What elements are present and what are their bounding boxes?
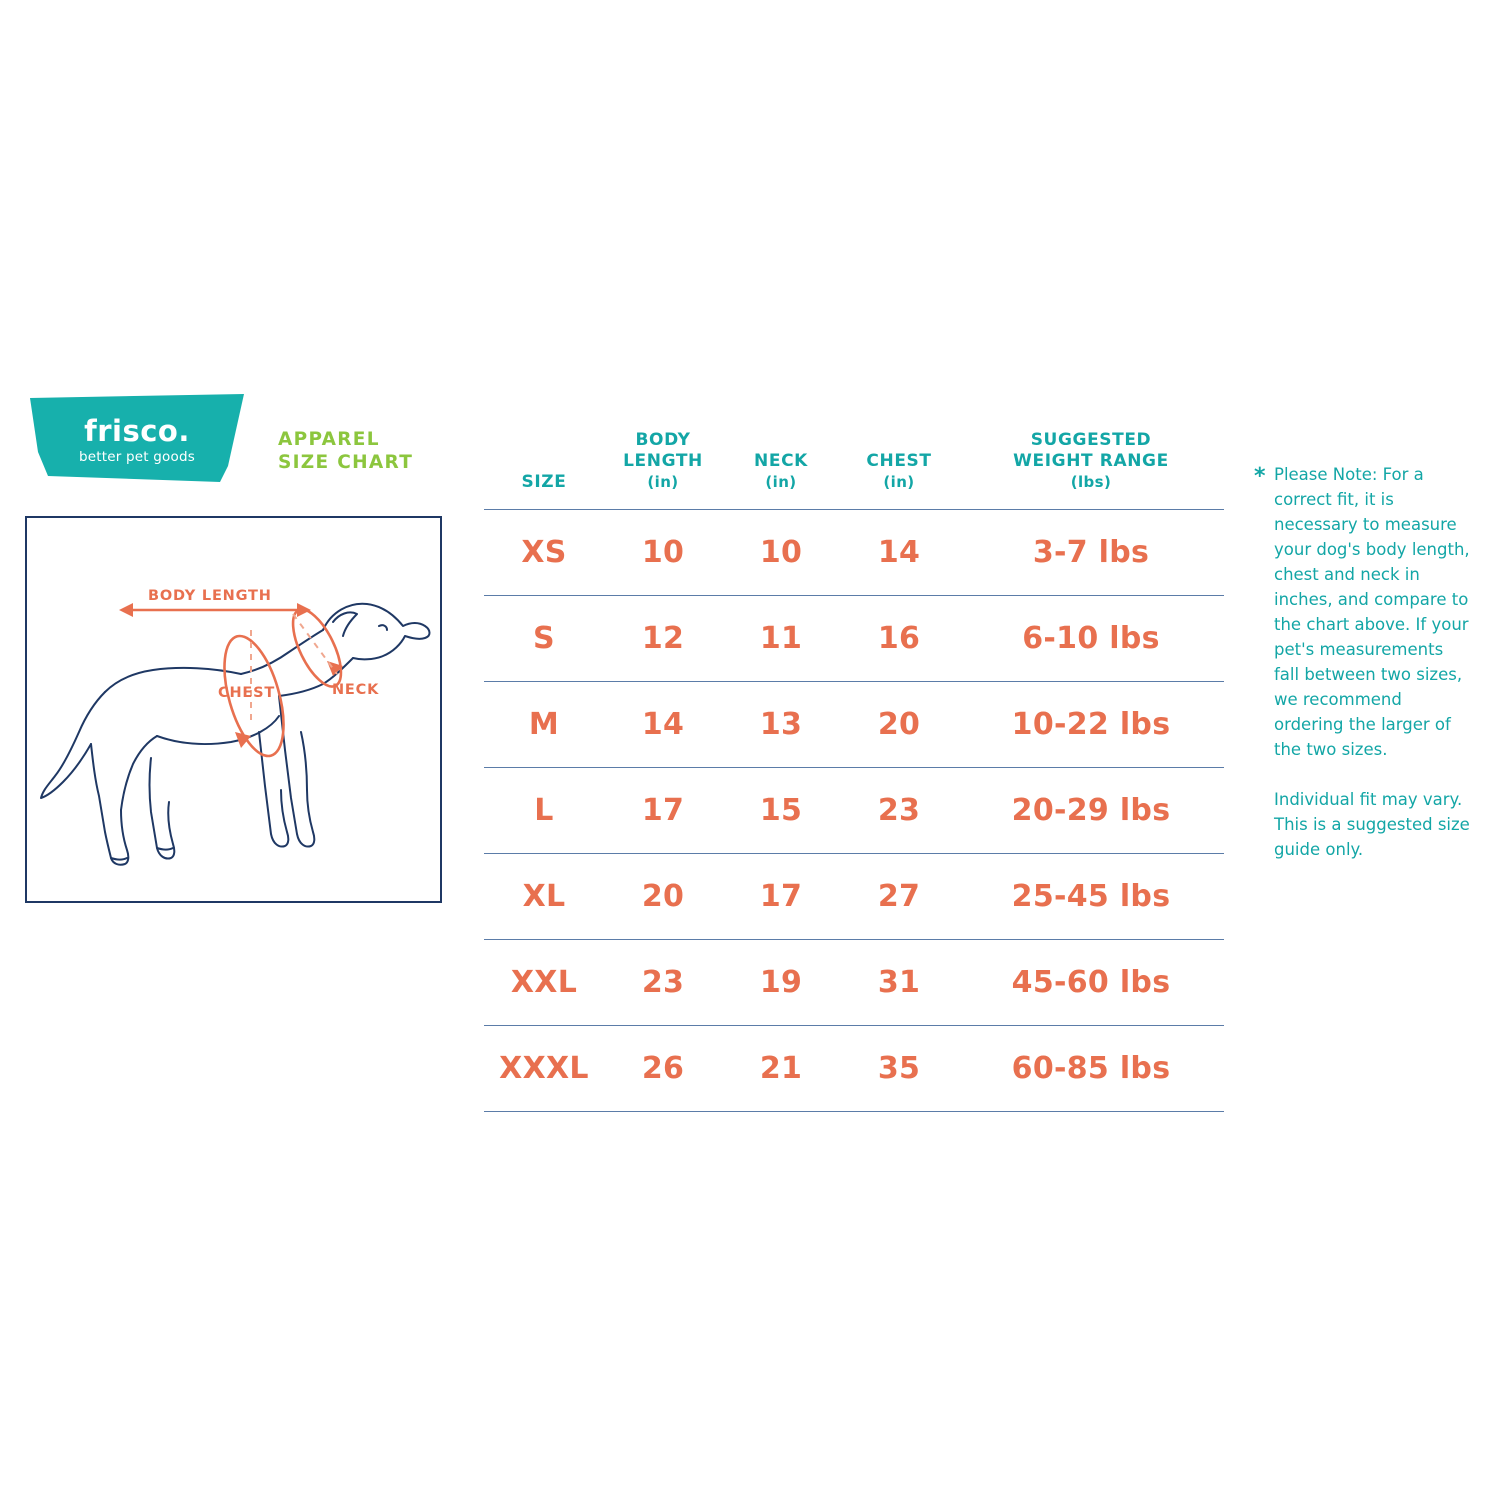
- table-header: [484, 430, 1224, 510]
- table-row: [484, 596, 1224, 682]
- col-header-body-length: [604, 430, 722, 510]
- page-title-line2: SIZE CHART: [278, 452, 414, 473]
- table-body: [484, 510, 1224, 1112]
- table-row: [484, 768, 1224, 854]
- page-title: [278, 428, 478, 474]
- cell-chest: 20: [877, 707, 921, 742]
- col-header-neck-unit: (in): [765, 473, 797, 491]
- diagram-label-chest: CHEST: [218, 685, 276, 701]
- col-header-chest: [840, 430, 958, 510]
- cell-neck: 13: [759, 707, 803, 742]
- col-header-chest-label: CHEST: [866, 451, 932, 471]
- size-chart-table-wrap: [484, 430, 1224, 1112]
- page-title-line1: APPAREL: [278, 429, 380, 450]
- cell-weight: 60-85 lbs: [1011, 1051, 1171, 1086]
- col-header-size: [484, 430, 604, 510]
- cell-chest: 14: [877, 535, 921, 570]
- table-row: [484, 854, 1224, 940]
- cell-body-length: 10: [641, 535, 685, 570]
- cell-chest: 27: [877, 879, 921, 914]
- col-header-weight: [958, 430, 1224, 510]
- logo-wordmark: frisco.: [84, 414, 190, 448]
- asterisk-icon: *: [1254, 464, 1266, 489]
- cell-weight: 3-7 lbs: [1032, 535, 1150, 570]
- col-header-size-label: SIZE: [521, 472, 567, 492]
- cell-weight: 6-10 lbs: [1022, 621, 1160, 656]
- cell-size: L: [534, 793, 554, 828]
- cell-size: XXL: [510, 965, 578, 1000]
- frisco-logo: [28, 392, 246, 484]
- col-header-weight-l2: WEIGHT RANGE: [1013, 451, 1169, 471]
- col-header-weight-l1: SUGGESTED: [1030, 430, 1152, 450]
- logo-tagline: better pet goods: [79, 449, 195, 465]
- please-note-block: [1256, 462, 1472, 862]
- cell-weight: 20-29 lbs: [1011, 793, 1171, 828]
- col-header-neck-label: NECK: [754, 451, 808, 471]
- size-chart-table: [484, 430, 1224, 1112]
- cell-chest: 35: [877, 1051, 921, 1086]
- cell-size: XXXL: [499, 1051, 589, 1086]
- cell-chest: 31: [877, 965, 921, 1000]
- cell-neck: 21: [759, 1051, 803, 1086]
- table-row: [484, 940, 1224, 1026]
- table-row: [484, 510, 1224, 596]
- cell-body-length: 12: [641, 621, 685, 656]
- col-header-body-length-l2: LENGTH: [623, 451, 703, 471]
- col-header-chest-unit: (in): [883, 473, 915, 491]
- cell-body-length: 17: [641, 793, 685, 828]
- cell-neck: 19: [759, 965, 803, 1000]
- cell-size: XL: [522, 879, 566, 914]
- diagram-label-body-length: BODY LENGTH: [148, 588, 272, 604]
- col-header-body-length-l1: BODY: [635, 430, 691, 450]
- note-paragraph-1: Please Note: For a correct fit, it is necessary to measure your dog's body length, chest and neck in inches, and compare to the chart above. If your pet's measurements fall between two sizes, we recommend ordering the larger of the two sizes.: [1274, 465, 1470, 759]
- col-header-neck: [722, 430, 840, 510]
- cell-neck: 11: [759, 621, 803, 656]
- cell-body-length: 26: [641, 1051, 685, 1086]
- table-row: [484, 682, 1224, 768]
- col-header-weight-unit: (lbs): [1070, 473, 1112, 491]
- cell-neck: 10: [759, 535, 803, 570]
- col-header-body-length-unit: (in): [647, 473, 679, 491]
- cell-body-length: 20: [641, 879, 685, 914]
- cell-weight: 25-45 lbs: [1011, 879, 1171, 914]
- dog-measurement-diagram: [25, 516, 442, 903]
- cell-body-length: 14: [641, 707, 685, 742]
- cell-size: S: [533, 621, 555, 656]
- cell-size: XS: [521, 535, 567, 570]
- cell-neck: 15: [759, 793, 803, 828]
- cell-weight: 45-60 lbs: [1011, 965, 1171, 1000]
- cell-chest: 23: [877, 793, 921, 828]
- table-header-row: [484, 430, 1224, 510]
- cell-body-length: 23: [641, 965, 685, 1000]
- dog-illustration: [27, 518, 439, 900]
- diagram-label-neck: NECK: [332, 682, 380, 698]
- cell-neck: 17: [759, 879, 803, 914]
- arrow-left-head: [119, 603, 133, 617]
- table-row: [484, 1026, 1224, 1112]
- note-paragraph-2: Individual fit may vary. This is a suggested size guide only.: [1274, 790, 1470, 859]
- cell-weight: 10-22 lbs: [1011, 707, 1171, 742]
- cell-chest: 16: [877, 621, 921, 656]
- cell-size: M: [528, 707, 560, 742]
